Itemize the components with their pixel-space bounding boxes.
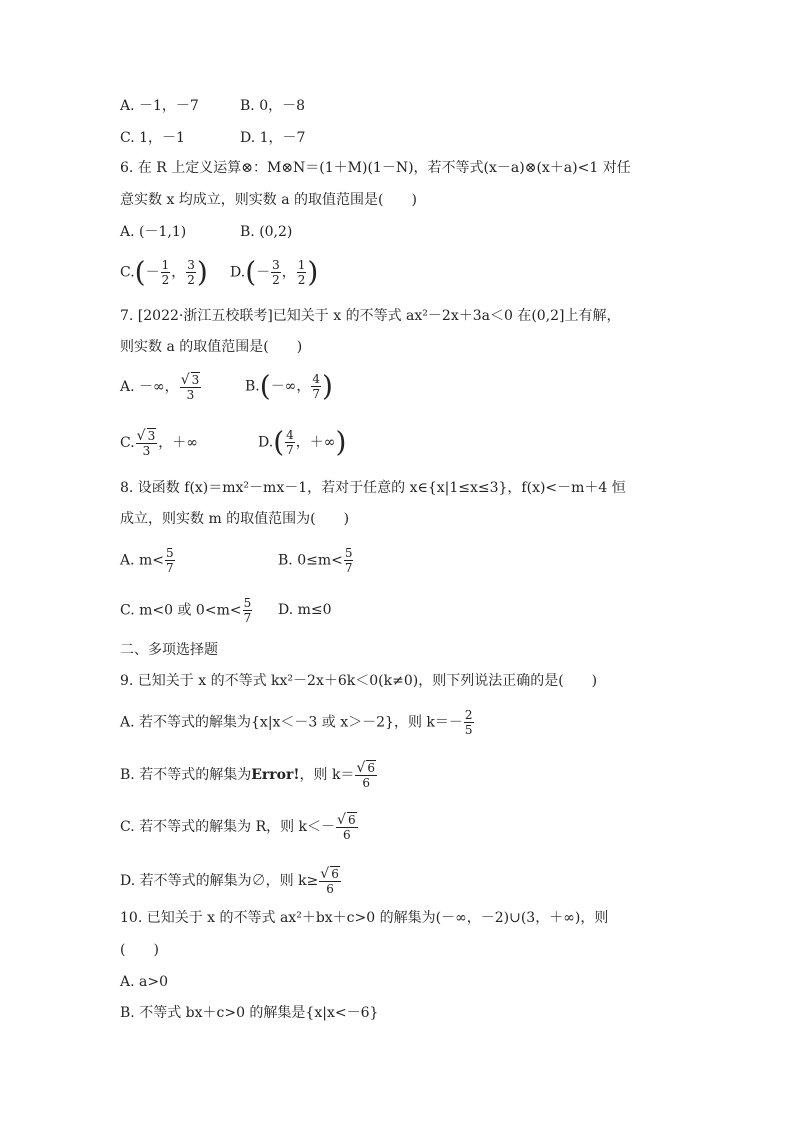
q7-a-label: A. －∞，	[120, 379, 179, 395]
q6-stem-line1: 6. 在 R 上定义运算⊗：M⊗N＝(1＋M)(1－N)，若不等式(x－a)⊗(x＋a)<1 对任	[120, 160, 631, 176]
q5-option-a	[120, 96, 199, 116]
q9-b-frac: $\frac{√ 6}{6}$	[356, 760, 375, 790]
q9-a-frac: $\frac{2}{5}$	[464, 708, 473, 737]
q7-c-label: C.	[120, 435, 135, 451]
section-heading-multiple-choice: 二、多项选择题	[120, 642, 218, 658]
q10-option-b: B. 不等式 bx＋c>0 的解集是{x|x<－6}	[120, 1005, 379, 1021]
q7-option-d: D.( $\frac{4}{7}$ ，＋∞)	[258, 425, 347, 459]
q6-c-frac2: $\frac{3}{2}$	[187, 258, 195, 287]
q5-option-c	[120, 128, 185, 148]
q6-option-b: B. (0,2)	[240, 224, 293, 240]
q7-stem-line1: 7. [2022·浙江五校联考]已知关于 x 的不等式 ax²－2x＋3a＜0 在(0,2]上有解，	[120, 308, 621, 324]
q8-a-frac: $\frac{5}{7}$	[166, 546, 174, 575]
q6-d-label: D.	[230, 264, 246, 281]
q10-stem-line2: ( )	[120, 942, 159, 958]
q5-a-text: A. －1，－7	[120, 98, 199, 114]
q7-c-frac: $\frac{√ 3}{3}$	[136, 428, 156, 458]
q9-option-b: B. 若不等式的解集为Error!，则 k＝ $\frac{√ 6}{6}$	[120, 760, 375, 790]
q8-option-d: D. m≤0	[278, 602, 332, 618]
q10-option-a: A. a>0	[120, 974, 168, 990]
q7-stem-line2: 则实数 a 的取值范围是( )	[120, 339, 303, 355]
q9-option-d	[120, 866, 342, 896]
q9-option-c	[120, 812, 359, 842]
q8-option-c	[120, 596, 253, 625]
q5-option-d	[240, 128, 305, 148]
q6-c-label: C.	[120, 264, 135, 281]
q8-c-frac: $\frac{5}{7}$	[243, 596, 252, 625]
q6-option-c: C.(－ $\frac{1}{2}$ ， $\frac{3}{2}$ )	[120, 255, 208, 289]
q9-b-error: Error!	[251, 767, 300, 783]
q6-stem-line2: 意实数 x 均成立，则实数 a 的取值范围是( )	[120, 192, 417, 208]
q7-b-label: B.	[245, 378, 260, 395]
q8-option-a	[120, 546, 176, 575]
q7-b-frac: $\frac{4}{7}$	[312, 372, 320, 401]
q8-a-label: A. m<	[120, 552, 165, 569]
q7-option-b: B.(－∞， $\frac{4}{7}$ )	[245, 369, 333, 403]
q6-option-d: D.(－ $\frac{3}{2}$ ， $\frac{1}{2}$ )	[230, 255, 319, 289]
q5-d-text: D. 1，－7	[240, 130, 306, 146]
q7-option-a	[120, 372, 202, 402]
q9-a-label: A. 若不等式的解集为{x|x＜－3 或 x＞－2}，则 k＝－	[120, 714, 463, 731]
q7-d-label: D.	[258, 434, 274, 451]
q8-b-frac: $\frac{5}{7}$	[344, 546, 353, 575]
q5-option-b	[240, 96, 305, 116]
q8-stem-line2: 成立，则实数 m 的取值范围为( )	[120, 511, 350, 527]
q6-d-frac2: $\frac{1}{2}$	[297, 258, 306, 287]
q6-d-frac1: $\frac{3}{2}$	[272, 258, 280, 287]
q8-option-b	[278, 546, 354, 575]
q9-stem: 9. 已知关于 x 的不等式 kx²－2x＋6k＜0(k≠0)，则下列说法正确的是( )	[120, 673, 598, 689]
q8-stem-line1: 8. 设函数 f(x)＝mx²－mx－1，若对于任意的 x∈{x|1≤x≤3}，f(x)<－m＋4 恒	[120, 480, 626, 496]
q7-a-frac: $\frac{√ 3}{3}$	[180, 372, 200, 402]
q9-option-a	[120, 708, 475, 737]
q9-c-label: C. 若不等式的解集为 R，则 k＜－	[120, 819, 336, 835]
q10-stem-line1: 10. 已知关于 x 的不等式 ax²＋bx＋c>0 的解集为(－∞，－2)∪(3，＋∞)，则	[120, 910, 609, 926]
q5-c-text: C. 1，－1	[120, 130, 185, 146]
q9-d-frac: $\frac{√ 6}{6}$	[320, 866, 339, 896]
q9-b-label: B. 若不等式的解集为	[120, 767, 252, 783]
q7-d-frac: $\frac{4}{7}$	[286, 428, 294, 457]
q9-d-label: D. 若不等式的解集为∅，则 k≥	[120, 873, 319, 889]
q6-option-a: A. (－1,1)	[120, 224, 187, 240]
q9-c-frac: $\frac{√ 6}{6}$	[337, 812, 356, 842]
q6-c-frac1: $\frac{1}{2}$	[161, 258, 170, 287]
q7-option-c: C. $\frac{√ 3}{3}$ ，＋∞	[120, 428, 198, 458]
q5-b-text: B. 0，－8	[240, 98, 306, 114]
q8-c-label: C. m<0 或 0<m<	[120, 602, 242, 619]
q8-b-label: B. 0≤m<	[278, 552, 343, 569]
